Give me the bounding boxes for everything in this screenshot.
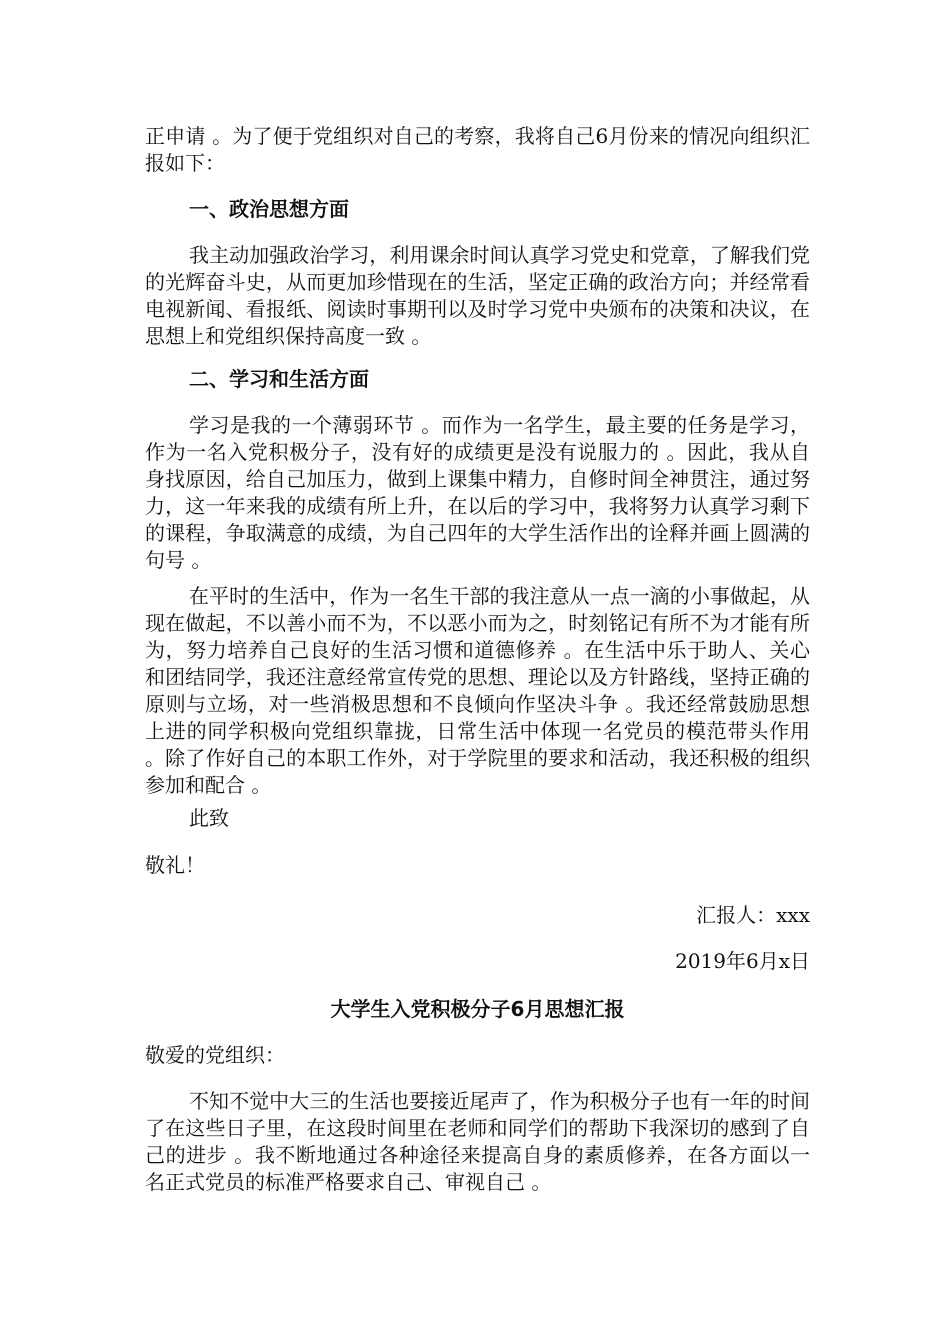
second-report-greeting: 敬爱的党组织： [145,1043,285,1067]
second-report-paragraph: 不知不觉中大三的生活也要接近尾声了，作为积极分子也有一年的时间了在这些日子里，在这段时间里在老师和同学们的帮助下我深切的感到了自己的进步 。我不断地通过各种途径来提高自身的素质修养，在各方面以一名正式党员的标准严格要求自己、审视自己 。 [145,1089,810,1194]
salute-line: 敬礼！ [145,853,205,877]
section-paragraph-political: 我主动加强政治学习，利用课余时间认真学习党史和党章，了解我们党的光辉奋斗史，从而更加珍惜现在的生活，坚定正确的政治方向；并经常看电视新闻、看报纸、阅读时事期刊以及时学习党中央颁布的决策和决议，在思想上和党组织保持高度一致 。 [145,243,810,348]
report-date: 2019年6月x日 [675,949,810,973]
continuation-paragraph: 正申请 。为了便于党组织对自己的考察，我将自己6月份来的情况向组织汇报如下： [145,124,810,175]
reporter-signature: 汇报人：xxx [696,903,810,927]
section-paragraph-study: 学习是我的一个薄弱环节 。而作为一名学生，最主要的任务是学习，作为一名入党积极分子，没有好的成绩更是没有说服力的 。因此，我从自身找原因，给自己加压力，做到上课集中精力，自修时间全神贯注，通过努力，这一年来我的成绩有所上升，在以后的学习中，我将努力认真学习剩下的课程，争取满意的成绩，为自己四年的大学生活作出的诠释并画上圆满的句号 。 [145,413,810,572]
section-heading-political: 一、政治思想方面 [189,197,349,221]
second-report-title: 大学生入党积极分子6月思想汇报 [330,997,625,1021]
section-paragraph-life: 在平时的生活中，作为一名生干部的我注意从一点一滴的小事做起，从现在做起，不以善小而不为，不以恶小而为之，时刻铭记有所不为才能有所为，努力培养自己良好的生活习惯和道德修养 。在生活中乐于助人、关心和团结同学，我还注意经常宣传党的思想、理论以及方针路线，坚持正确的原则与立场，对一些消极思想和不良倾向作坚决斗争 。我还经常鼓励思想上进的同学积极向党组织靠拢，日常生活中体现一名党员的模范带头作用 。除了作好自己的本职工作外，对于学院里的要求和活动，我还积极的组织参加和配合 。 [145,584,810,797]
closing-line: 此致 [189,806,229,830]
section-heading-study-life: 二、学习和生活方面 [189,367,369,391]
